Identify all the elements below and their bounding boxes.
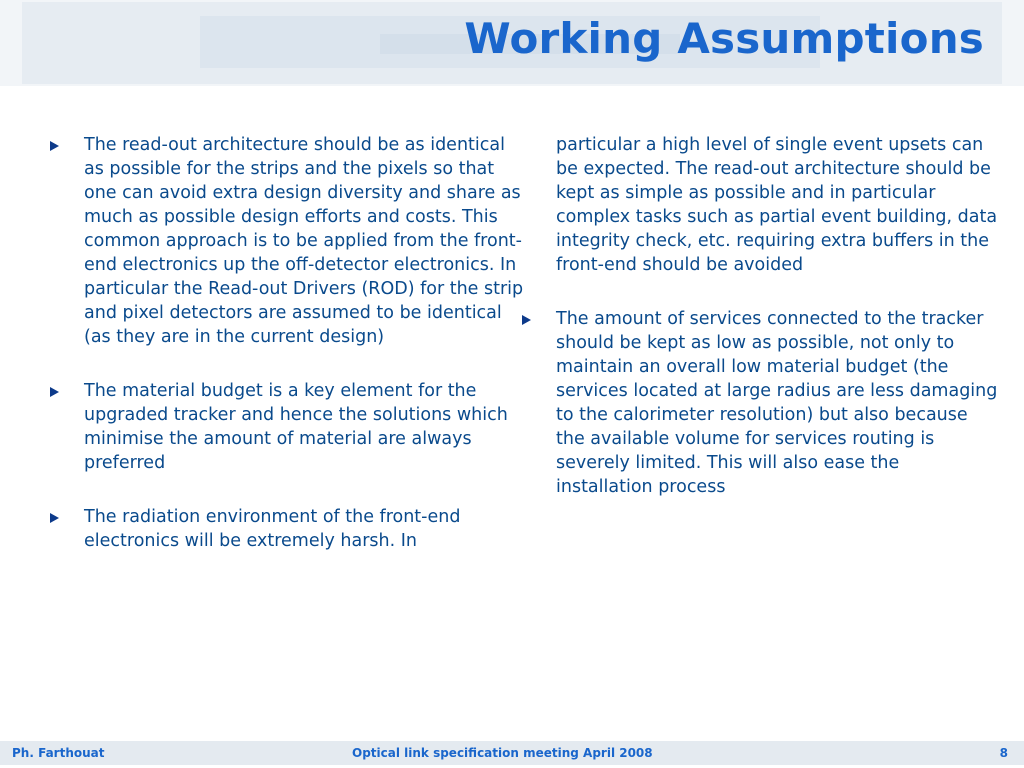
header-band bbox=[0, 0, 1024, 86]
bullet-text: The radiation environment of the front-end electronics will be extremely harsh. In bbox=[84, 507, 461, 551]
bullet-item bbox=[48, 505, 526, 553]
triangle-right-icon bbox=[50, 513, 59, 523]
bullet-item bbox=[48, 379, 526, 475]
right-column bbox=[520, 133, 1000, 529]
slide-title: Working Assumptions bbox=[464, 14, 984, 63]
bullet-text: The read-out architecture should be as identical as possible for the strips and the pixels so that one can avoid extra design diversity and share as much as possible design efforts and costs. This common approach is to be applied from the front-end electronics up the off-detector electronics. In particular the Read-out Drivers (ROD) for the strip and pixel detectors are assumed to be identical (as they are in the current design) bbox=[84, 135, 524, 347]
bullet-item bbox=[48, 133, 526, 349]
bullet-text: The material budget is a key element for the upgraded tracker and hence the solutions which minimise the amount of material are always preferred bbox=[84, 381, 508, 473]
page-number: 8 bbox=[999, 746, 1008, 760]
bullet-continuation-text: particular a high level of single event upsets can be expected. The read-out architecture should be kept as simple as possible and in particular complex tasks such as partial event building, data integrity check, etc. requiring extra buffers in the front-end should be avoided bbox=[556, 135, 998, 275]
triangle-right-icon bbox=[522, 315, 531, 325]
left-column bbox=[48, 133, 526, 583]
footer-event-title: Optical link specification meeting April 2008 bbox=[352, 746, 653, 760]
triangle-right-icon bbox=[50, 141, 59, 151]
bullet-text: The amount of services connected to the tracker should be kept as low as possible, not only to maintain an overall low material budget (the services located at large radius are less damaging to the calorimeter resolution) but also because the available volume for services routing is severely limited. This will also ease the installation process bbox=[556, 309, 998, 497]
footer-author: Ph. Farthouat bbox=[12, 746, 105, 760]
footer-bar bbox=[0, 741, 1024, 765]
bullet-item bbox=[520, 307, 1000, 499]
triangle-right-icon bbox=[50, 387, 59, 397]
